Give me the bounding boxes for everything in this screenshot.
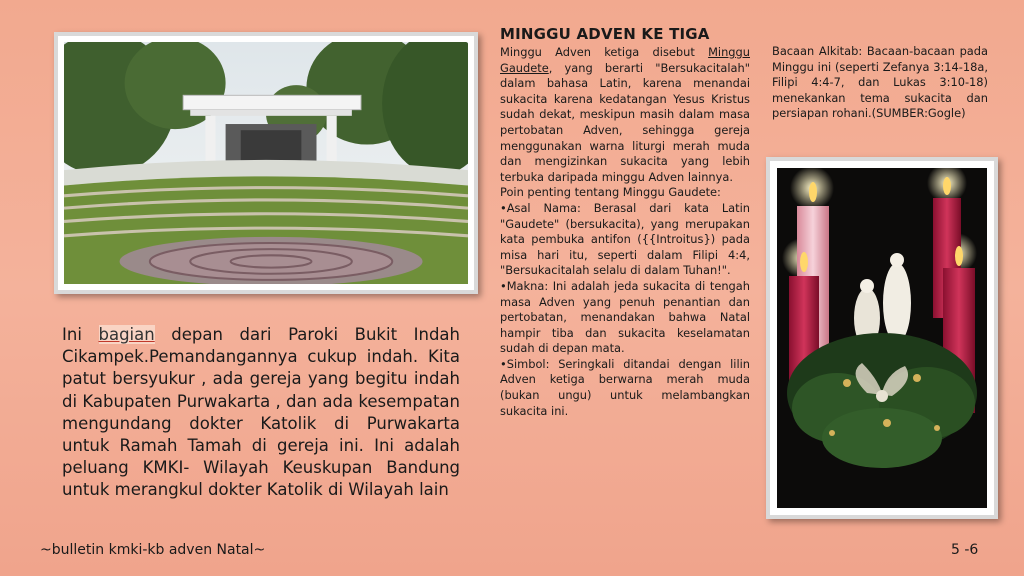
description-text-rest: depan dari Paroki Bukit Indah Cikampek.Pemandangannya cukup indah. Kita patut bersyukur , ada gereja yang begitu indah di Kabupaten Purwakarta , dan ada kesempatan mengundang dokter Katolik di Purwakarta untuk Ramah Tamah di gereja ini. Ini adalah peluang KMKI- Wilayah Keuskupan Bandung untuk merangkul dokter Katolik di Wilayah lain [62, 325, 460, 500]
point-asal-nama: •Asal Nama: Berasal dari kata Latin "Gaudete" (bersukacita), yang merupakan kata pembuka antifon ({{Introitus}) pada misa hari itu, seperti dalam Filipi 4:4, "Bersukacitalah selalu di dalam Tuhan!". [500, 200, 750, 278]
church-photo [54, 32, 478, 294]
point-simbol: •Simbol: Seringkali ditandai dengan lilin Adven ketiga berwarna merah muda (bukan ungu) untuk melambangkan sukacita ini. [500, 356, 750, 418]
intro-text-rest: , yang berarti "Bersukacitalah" dalam bahasa Latin, karena menandai sukacita karena kedatangan Yesus Kristus sudah dekat, meskipun masih dalam masa pertobatan Adven, sehingga gereja menggunakan warna liturgi merah muda dan mengizinkan sukacita yang lebih terbuka daripada minggu Adven lainnya. [500, 60, 750, 184]
highlighted-word: bagian [98, 325, 155, 344]
intro-text: Minggu Adven ketiga disebut [500, 45, 709, 59]
article-title: MINGGU ADVEN KE TIGA [500, 25, 710, 43]
page-number: 5 -6 [951, 542, 979, 558]
church-description [62, 324, 460, 502]
bacaan-alkitab: Bacaan Alkitab: Bacaan-bacaan pada Minggu ini (seperti Zefanya 3:14-18a, Filipi 4:4-7, dan Lukas 3:10-18) menekankan tema sukacita dan persiapan rohani.(SUMBER:Gogle) [772, 44, 988, 121]
footer-bulletin-title: ~bulletin kmki-kb adven Natal~ [40, 542, 266, 558]
points-heading: Poin penting tentang Minggu Gaudete: [500, 185, 721, 200]
gaudete-link[interactable]: Minggu Gaudete [500, 45, 750, 75]
point-makna: •Makna: Ini adalah jeda sukacita di tengah masa Adven yang penuh penantian dan pertobatan, menandakan bahwa Natal hampir tiba dan sukacita keselamatan sudah di depan mata. [500, 278, 750, 356]
description-text-start: Ini [62, 325, 99, 344]
article-column [500, 25, 750, 419]
advent-wreath-image [777, 168, 987, 508]
church-photo-image [64, 42, 468, 284]
article-intro [500, 45, 750, 185]
advent-wreath-photo [766, 157, 998, 519]
